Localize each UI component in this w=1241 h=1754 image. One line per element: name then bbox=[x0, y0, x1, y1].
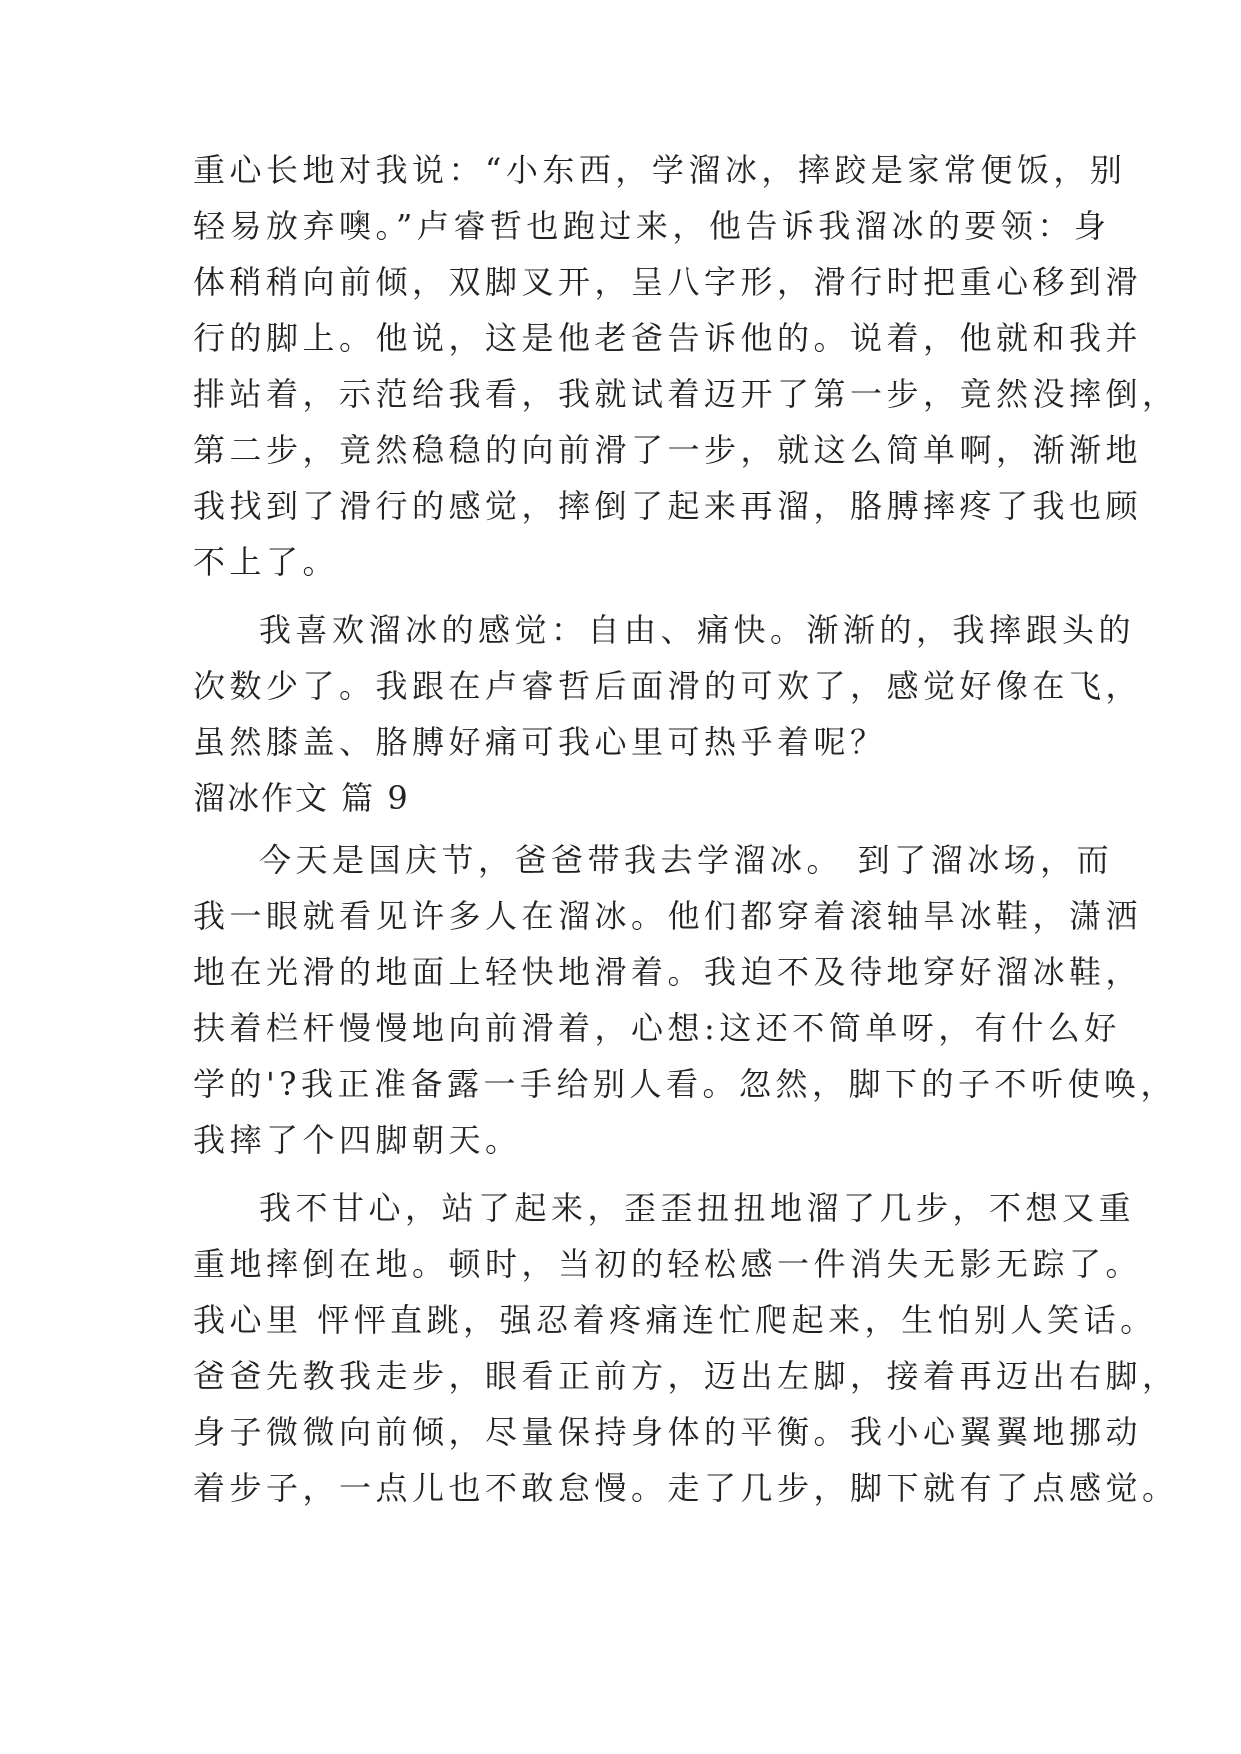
text-line: 重地摔倒在地。顿时，当初的轻松感一件消失无影无踪了。 bbox=[193, 1245, 1143, 1283]
text-line: 我摔了个四脚朝天。 bbox=[193, 1121, 522, 1159]
text-line: 学的'?我正准备露一手给别人看。忽然，脚下的子不听使唤， bbox=[193, 1065, 1177, 1103]
text-line: 着步子，一点儿也不敢怠慢。走了几步，脚下就有了点感觉。 bbox=[193, 1469, 1179, 1507]
text-line: 次数少了。我跟在卢睿哲后面滑的可欢了，感觉好像在飞， bbox=[193, 667, 1143, 705]
text-line: 我心里 怦怦直跳，强忍着疼痛连忙爬起来，生怕别人笑话。 bbox=[193, 1301, 1157, 1339]
text-line: 地在光滑的地面上轻快地滑着。我迫不及待地穿好溜冰鞋， bbox=[193, 953, 1143, 991]
paragraph-first-line: 我喜欢溜冰的感觉：自由、痛快。渐渐的，我摔跟头的 bbox=[259, 611, 1136, 649]
text-line: 我找到了滑行的感觉，摔倒了起来再溜，胳膊摔疼了我也顾 bbox=[193, 487, 1143, 525]
text-line: 虽然膝盖、胳膊好痛可我心里可热乎着呢？ bbox=[193, 723, 887, 761]
section-heading: 溜冰作文 篇 9 bbox=[193, 779, 410, 817]
text-line: 排站着，示范给我看，我就试着迈开了第一步，竟然没摔倒， bbox=[193, 375, 1179, 413]
text-line: 第二步，竟然稳稳的向前滑了一步，就这么简单啊，渐渐地 bbox=[193, 431, 1143, 469]
paragraph-first-line: 今天是国庆节，爸爸带我去学溜冰。 到了溜冰场，而 bbox=[259, 841, 1114, 879]
text-line: 不上了。 bbox=[193, 543, 340, 581]
text-line: 爸爸先教我走步，眼看正前方，迈出左脚，接着再迈出右脚， bbox=[193, 1357, 1179, 1395]
text-line: 体稍稍向前倾，双脚叉开，呈八字形，滑行时把重心移到滑 bbox=[193, 263, 1143, 301]
paragraph-first-line: 我不甘心，站了起来，歪歪扭扭地溜了几步，不想又重 bbox=[259, 1189, 1136, 1227]
text-line: 我一眼就看见许多人在溜冰。他们都穿着滚轴旱冰鞋，潇洒 bbox=[193, 897, 1143, 935]
text-line: 行的脚上。他说，这是他老爸告诉他的。说着，他就和我并 bbox=[193, 319, 1143, 357]
text-line: 重心长地对我说：“小东西，学溜冰，摔跤是家常便饭，别 bbox=[193, 151, 1127, 189]
text-line: 轻易放弃噢。”卢睿哲也跑过来，他告诉我溜冰的要领：身 bbox=[193, 207, 1111, 245]
text-line: 身子微微向前倾，尽量保持身体的平衡。我小心翼翼地挪动 bbox=[193, 1413, 1143, 1451]
text-line: 扶着栏杆慢慢地向前滑着，心想:这还不简单呀，有什么好 bbox=[193, 1009, 1121, 1047]
